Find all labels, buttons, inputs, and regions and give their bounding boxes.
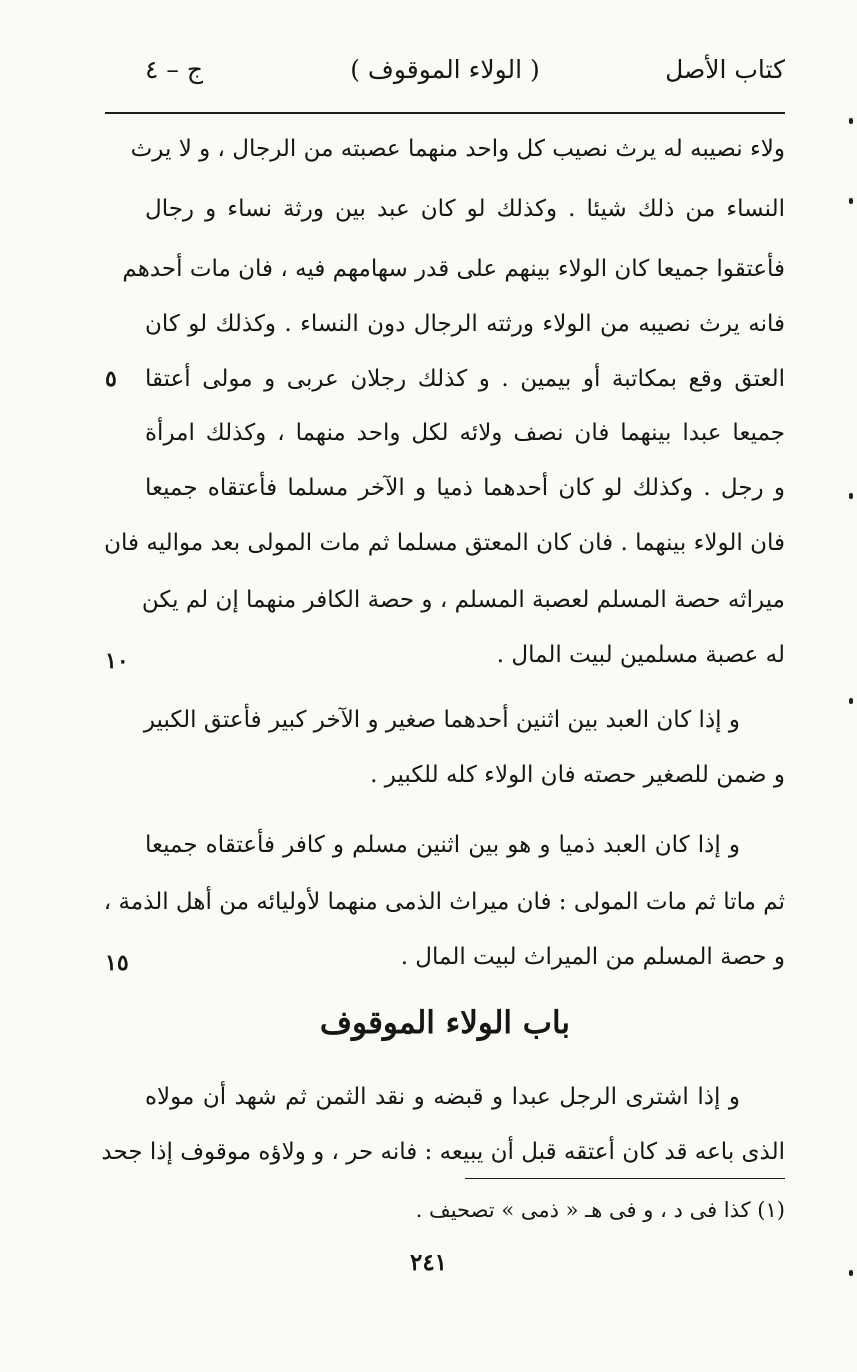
text-line: الذى باعه قد كان أعتقه قبل أن يبيعه : فانه حر ، و ولاؤه موقوف إذا جحد [101,1139,785,1165]
page-number: ٢٤١ [409,1249,448,1276]
scan-speck [849,493,853,499]
text-line: النساء من ذلك شيئا . وكذلك لو كان عبد بين ورثة نساء و رجال [145,196,785,222]
book-title: كتاب الأصل [665,55,785,84]
scan-speck [849,118,853,124]
footnote-rule [465,1178,785,1179]
text-line: له عصبة مسلمين لبيت المال . [496,642,785,668]
footnote: (١) كذا فى د ، و فى هـ « ذمى » تصحيف . [415,1198,785,1222]
header-rule [105,112,785,114]
text-line: و رجل . وكذلك لو كان أحدهما ذميا و الآخر مسلما فأعتقاه جميعا [145,475,785,501]
text-line: ثم ماتا ثم مات المولى : فان ميراث الذمى منهما لأوليائه من أهل الذمة ، [103,889,785,915]
line-number-15: ١٥ [105,950,129,976]
volume-label: ج – ٤ [145,55,203,84]
text-line: جميعا عبدا بينهما فان نصف ولائه لكل واحد منهما ، وكذلك امرأة [145,420,785,446]
text-line: و إذا كان العبد بين اثنين أحدهما صغير و الآخر كبير فأعتق الكبير [143,707,740,733]
text-line: ولاء نصيبه له يرث نصيب كل واحد منهما عصبته من الرجال ، و لا يرث [130,136,785,162]
line-number-5: ٥ [105,366,117,392]
text-line: العتق وقع بمكاتبة أو بيمين . و كذلك رجلان عربى و مولى أعتقا [145,366,785,392]
scan-speck [849,698,853,704]
text-line: فانه يرث نصيبه من الولاء ورثته الرجال دون النساء . وكذلك لو كان [145,311,785,337]
chapter-title: ( الولاء الموقوف ) [350,55,540,84]
line-number-10: ١٠ [105,648,129,674]
section-heading: باب الولاء الموقوف [319,1005,571,1041]
text-line: و إذا كان العبد ذميا و هو بين اثنين مسلم و كافر فأعتقاه جميعا [145,832,740,858]
text-line: فان الولاء بينهما . فان كان المعتق مسلما ثم مات المولى بعد مواليه فان [104,530,785,556]
scan-speck [849,198,853,204]
text-line: فأعتقوا جميعا كان الولاء بينهم على قدر سهامهم فيه ، فان مات أحدهم [122,256,785,282]
running-header [105,55,785,105]
text-line: و ضمن للصغير حصته فان الولاء كله للكبير . [370,762,785,788]
text-line: و إذا اشترى الرجل عبدا و قبضه و نقد الثمن ثم شهد أن مولاه [145,1084,740,1110]
text-line: و حصة المسلم من الميراث لبيت المال . [400,944,785,970]
scan-speck [849,1270,853,1276]
text-line: ميراثه حصة المسلم لعصبة المسلم ، و حصة الكافر منهما إن لم يكن [141,587,785,613]
